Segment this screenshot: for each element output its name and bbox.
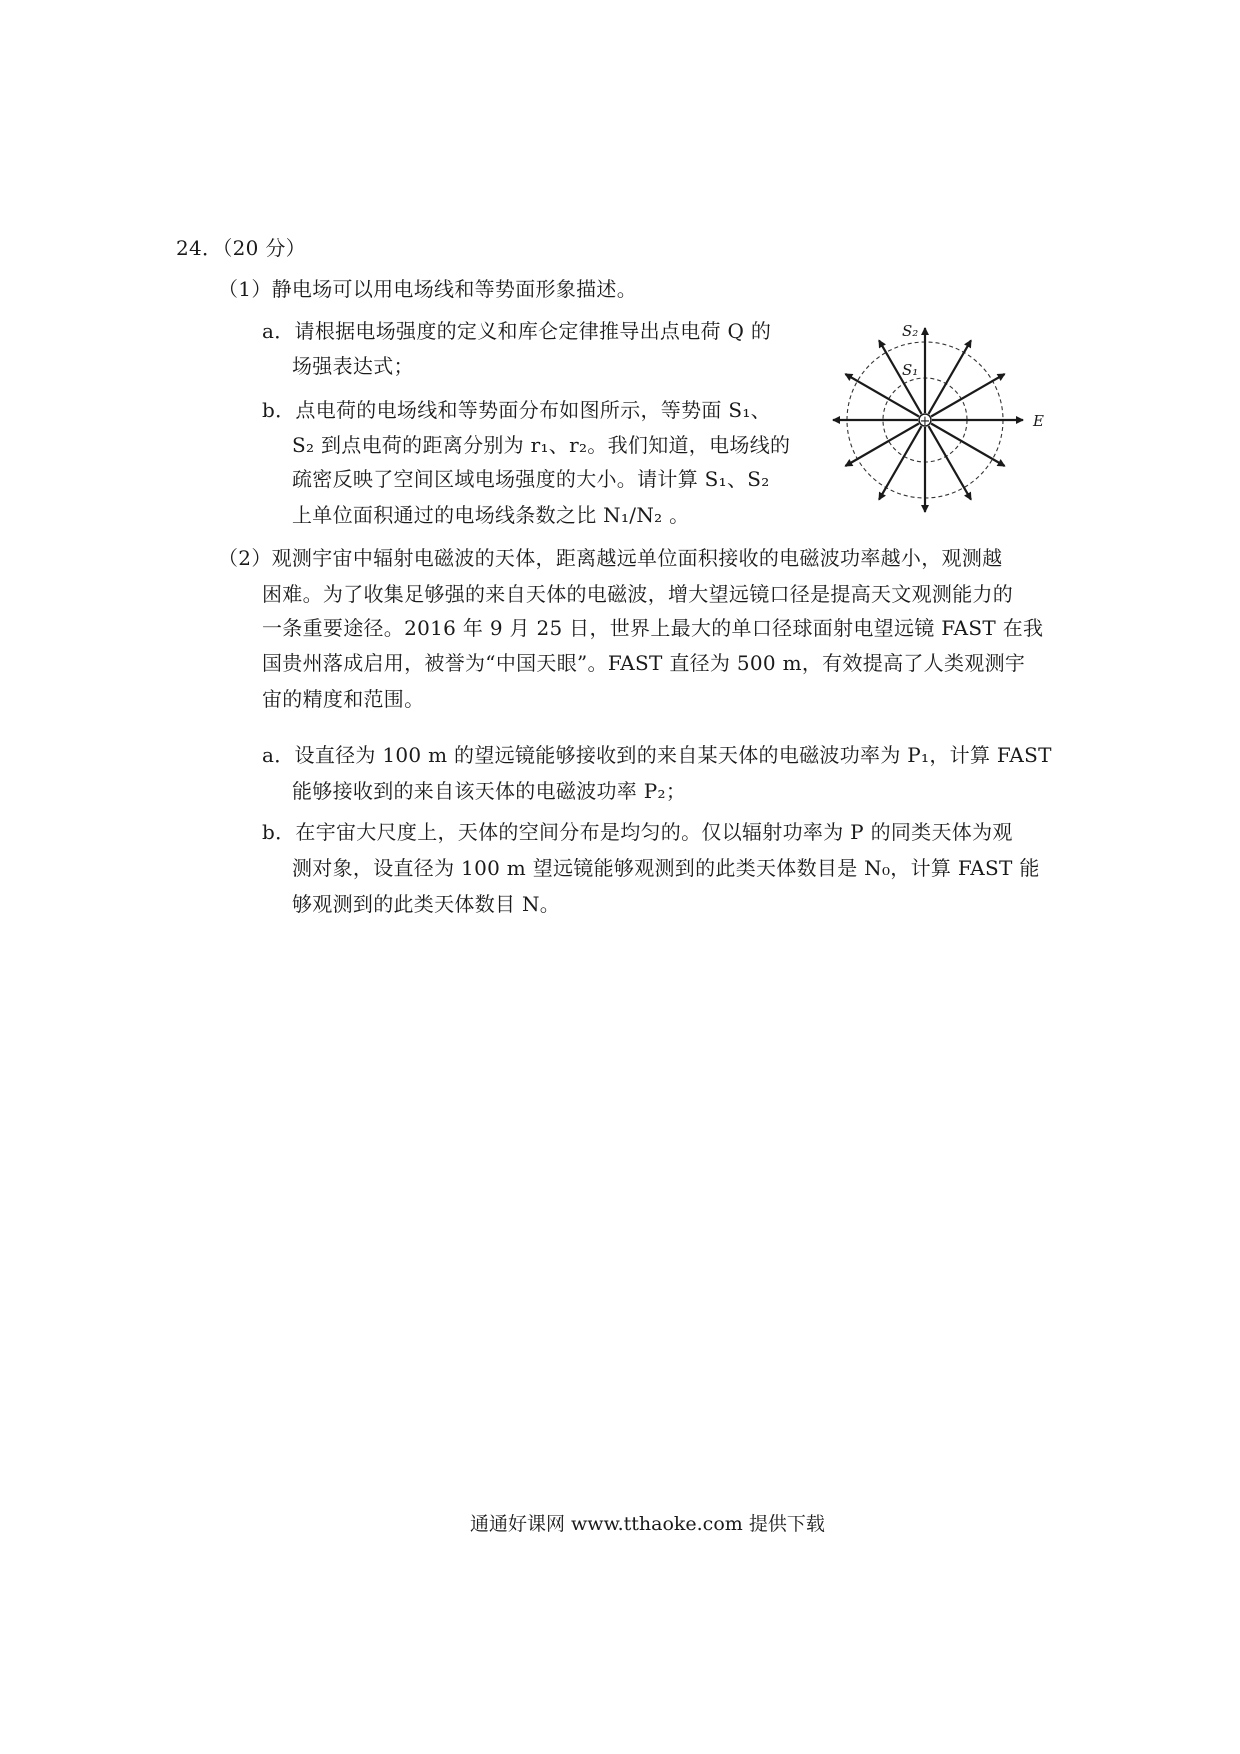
- charge-symbol: +: [919, 414, 931, 429]
- part1-b-line4: 上单位面积通过的电场线条数之比 N₁/N₂ 。: [292, 503, 690, 527]
- part2-a-line1: a．设直径为 100 m 的望远镜能够接收到的来自某天体的电磁波功率为 P₁，计算 FAST: [262, 743, 1052, 767]
- field-line: [931, 424, 1005, 467]
- part2-b-line1: b．在宇宙大尺度上，天体的空间分布是均匀的。仅以辐射功率为 P 的同类天体为观: [262, 820, 1013, 844]
- part1-a-line2: 场强表达式；: [292, 354, 414, 378]
- part1-b-line2: S₂ 到点电荷的距离分别为 r₁、r₂。我们知道，电场线的: [292, 433, 791, 457]
- question-header: 24．（20 分）: [176, 236, 306, 260]
- part2-b-line3: 够观测到的此类天体数目 N。: [292, 892, 561, 916]
- part1-b-line1: b．点电荷的电场线和等势面分布如图所示，等势面 S₁、: [262, 398, 771, 422]
- field-line: [879, 426, 922, 500]
- field-line: [929, 426, 972, 500]
- part1-intro: （1）静电场可以用电场线和等势面形象描述。: [218, 277, 638, 301]
- label-e: E: [1033, 412, 1044, 430]
- field-line: [931, 374, 1005, 417]
- field-line: [845, 374, 919, 417]
- part2-line2: 困难。为了收集足够强的来自天体的电磁波，增大望远镜口径是提高天文观测能力的: [262, 582, 1014, 606]
- part2-b-line2: 测对象，设直径为 100 m 望远镜能够观测到的此类天体数目是 N₀，计算 FAST 能: [292, 856, 1040, 880]
- part1-a-line1: a．请根据电场强度的定义和库仑定律推导出点电荷 Q 的: [262, 319, 772, 343]
- part2-line3: 一条重要途径。2016 年 9 月 25 日，世界上最大的单口径球面射电望远镜 FAST 在我: [262, 616, 1044, 640]
- field-line: [929, 340, 972, 414]
- label-s1: S₁: [902, 361, 919, 379]
- field-line: [845, 424, 919, 467]
- part2-line1: （2）观测宇宙中辐射电磁波的天体，距离越远单位面积接收的电磁波功率越小，观测越: [218, 546, 1003, 570]
- part2-line4: 国贵州落成启用，被誉为“中国天眼”。FAST 直径为 500 m，有效提高了人类观测宇: [262, 651, 1026, 675]
- part1-b-line3: 疏密反映了空间区域电场强度的大小。请计算 S₁、S₂: [292, 467, 770, 491]
- part2-line5: 宙的精度和范围。: [262, 687, 425, 711]
- part2-a-line2: 能够接收到的来自该天体的电磁波功率 P₂；: [292, 779, 687, 803]
- footer-source: 通通好课网 www.tthaoke.com 提供下载: [470, 1513, 825, 1535]
- field-lines-figure: [830, 315, 1070, 530]
- label-s2: S₂: [902, 322, 919, 340]
